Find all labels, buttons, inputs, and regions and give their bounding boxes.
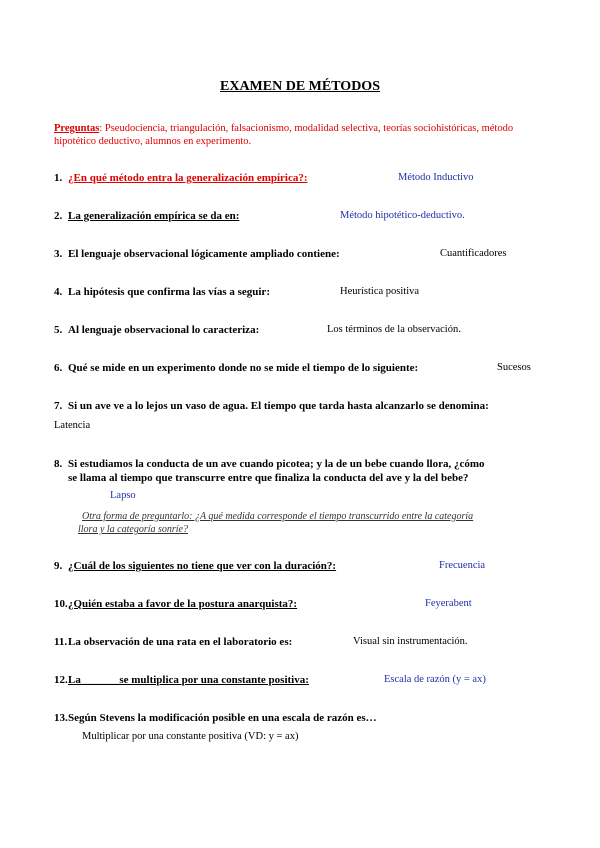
question-7-number: 7.: [54, 400, 63, 412]
question-13-number: 13.: [54, 712, 68, 724]
question-5-number: 5.: [54, 324, 63, 336]
question-12-number: 12.: [54, 674, 68, 686]
question-1-number: 1.: [54, 172, 63, 184]
question-11: La observación de una rata en el laboratorio es:: [68, 636, 293, 648]
answer-4: Heurística positiva: [340, 286, 420, 297]
answer-1: Método Inductivo: [398, 172, 474, 183]
answer-6: Sucesos: [497, 362, 531, 373]
question-3-number: 3.: [54, 248, 63, 260]
answer-2: Método hipotético-deductivo.: [340, 210, 465, 221]
answer-7: Latencia: [54, 420, 91, 431]
question-2-number: 2.: [54, 210, 63, 222]
question-9: ¿Cuál de los siguientes no tiene que ver con la duración?:: [68, 560, 337, 572]
answer-12: Escala de razón (y = ax): [384, 674, 486, 685]
question-1: ¿En qué método entra la generalización empírica?:: [68, 172, 308, 184]
answer-3: Cuantificadores: [440, 248, 507, 259]
question-6-number: 6.: [54, 362, 63, 374]
question-12: La_______se multiplica por una constante positiva:: [68, 674, 309, 686]
preguntas-paragraph: [54, 122, 554, 148]
question-9-number: 9.: [54, 560, 63, 572]
preguntas-text: : Pseudociencia, triangulación, falsacionismo, modalidad selectiva, teorías sociohistóricas, método hipotético deductivo, alumnos en experimento.: [54, 123, 514, 147]
question-8-alt-note-line-1: Otra forma de preguntarlo: ¿A qué medida corresponde el tiempo transcurrido entre la categoría: [82, 511, 474, 522]
question-8-line-1: Si estudiamos la conducta de un ave cuando picotea; y la de un bebe cuando llora, ¿cómo: [68, 458, 485, 470]
question-8-number: 8.: [54, 458, 63, 470]
question-10-number: 10.: [54, 598, 68, 610]
question-2: La generalización empírica se da en:: [68, 210, 240, 222]
question-3: El lenguaje observacional lógicamente ampliado contiene:: [68, 248, 340, 260]
preguntas-label: Preguntas: [54, 123, 100, 134]
question-10: ¿Quién estaba a favor de la postura anarquista?:: [68, 598, 298, 610]
answer-11: Visual sin instrumentación.: [353, 636, 468, 647]
question-8-alt-note-line-2: llora y la categoría sonríe?: [78, 524, 188, 535]
question-8-alt-note: [78, 510, 474, 536]
question-6: Qué se mide en un experimento donde no se mide el tiempo de lo siguiente:: [68, 362, 419, 374]
answer-10: Feyerabent: [425, 598, 472, 609]
question-7: Si un ave ve a lo lejos un vaso de agua. El tiempo que tarda hasta alcanzarlo se denomina:: [68, 400, 489, 412]
question-4-number: 4.: [54, 286, 63, 298]
answer-13: Multiplicar por una constante positiva (VD: y = ax): [82, 731, 299, 742]
document-title: EXAMEN DE MÉTODOS: [220, 79, 380, 94]
question-11-number: 11.: [54, 636, 68, 648]
answer-5: Los términos de la observación.: [327, 324, 461, 335]
question-5: Al lenguaje observacional lo caracteriza:: [68, 324, 260, 336]
question-13: Según Stevens la modificación posible en una escala de razón es…: [68, 712, 377, 724]
answer-8: Lapso: [110, 490, 136, 501]
question-4: La hipótesis que confirma las vías a seguir:: [68, 286, 270, 298]
question-8-line-2: se llama al tiempo que transcurre entre que finaliza la conducta del ave y la del bebe?: [68, 472, 469, 484]
answer-9: Frecuencia: [439, 560, 486, 571]
